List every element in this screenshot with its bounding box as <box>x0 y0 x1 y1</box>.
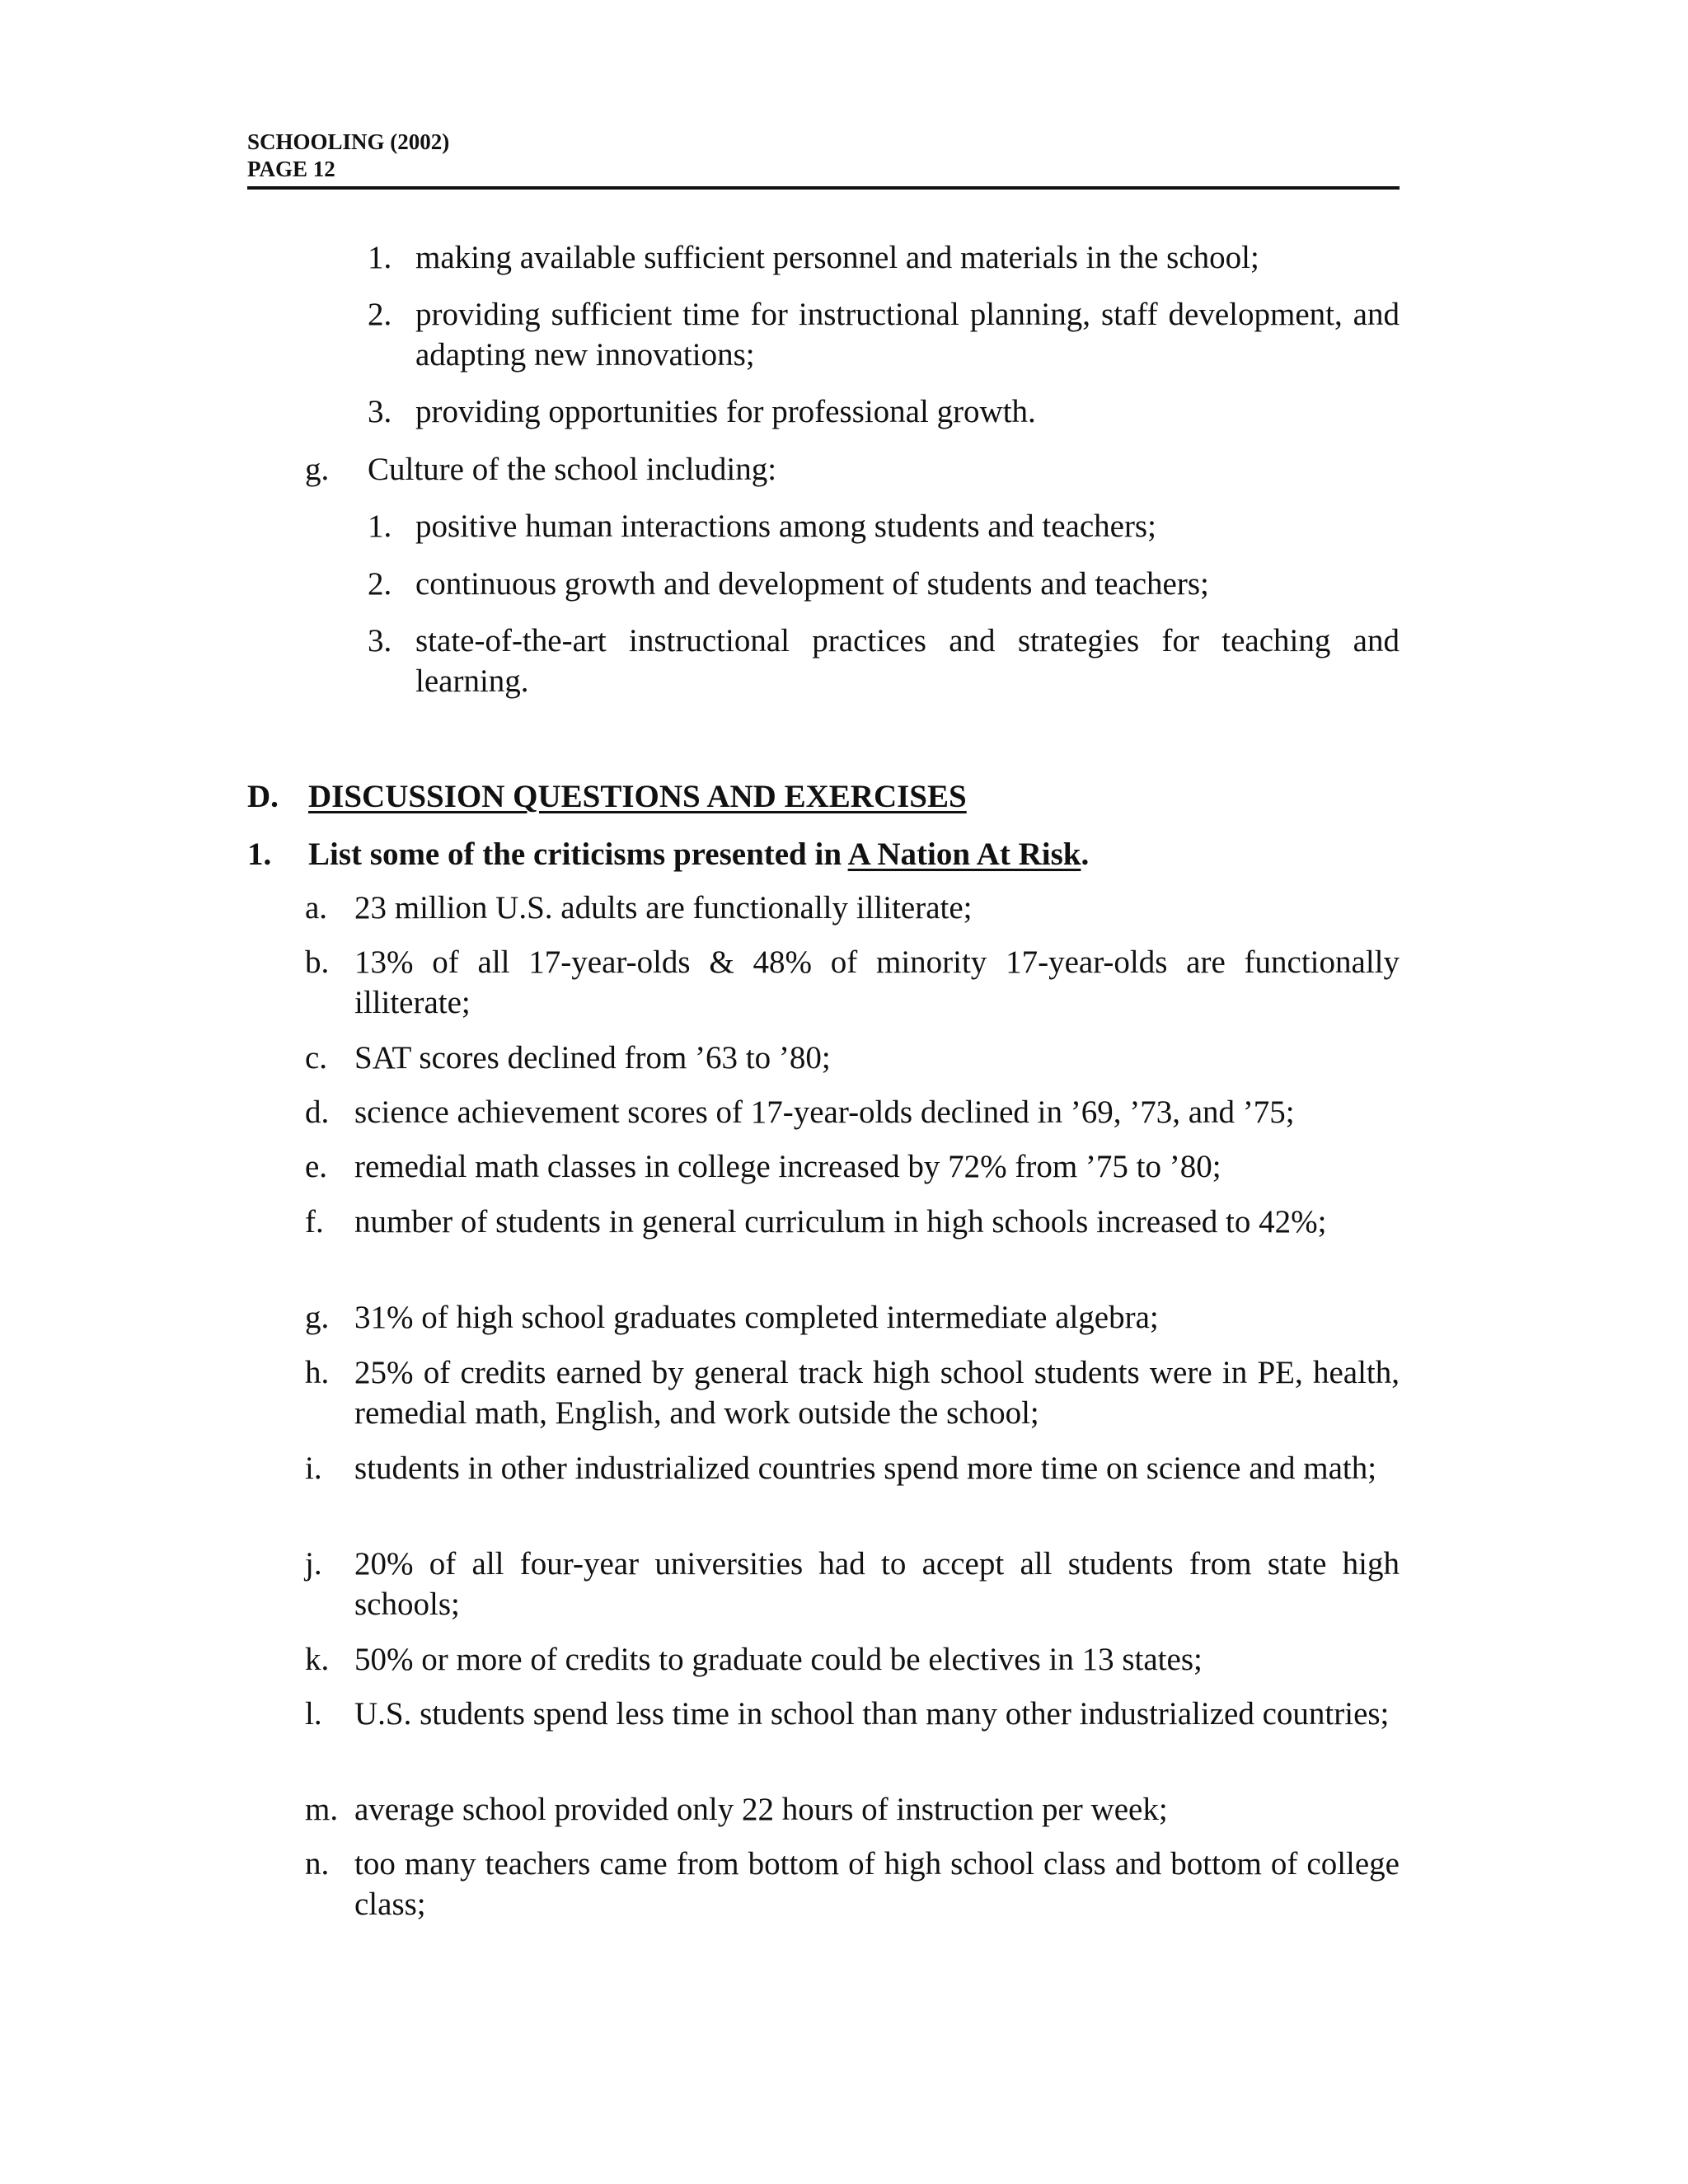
item-letter: a. <box>305 890 328 926</box>
item-text: 20% of all four-year universities had to accept all students from state high schools; <box>354 1546 1400 1622</box>
item-letter: d. <box>305 1094 330 1130</box>
lettered-item <box>305 1297 1400 1338</box>
item-text: number of students in general curriculum in high schools increased to 42%; <box>354 1204 1327 1240</box>
lettered-item <box>305 449 1400 490</box>
item-text: 50% or more of credits to graduate could be electives in 13 states; <box>354 1642 1203 1677</box>
list-item <box>368 237 1400 278</box>
list-item <box>368 506 1400 546</box>
lettered-item <box>305 1639 1400 1680</box>
section-title: DISCUSSION QUESTIONS AND EXERCISES <box>308 779 967 814</box>
lettered-item <box>305 1789 1400 1830</box>
lettered-item <box>305 1544 1400 1624</box>
question-text <box>308 834 1089 874</box>
header-title: SCHOOLING (2002) <box>247 129 450 154</box>
lettered-item <box>305 1092 1400 1132</box>
item-text: average school provided only 22 hours of instruction per week; <box>354 1792 1168 1827</box>
item-text: 31% of high school graduates completed intermediate algebra; <box>354 1300 1159 1335</box>
section-letter: D. <box>247 779 279 814</box>
lettered-item <box>305 1448 1400 1529</box>
item-number: 3. <box>368 623 392 658</box>
item-letter: g. <box>305 452 330 487</box>
item-letter: c. <box>305 1040 328 1076</box>
item-text: U.S. students spend less time in school than many other industrialized countries; <box>354 1696 1390 1732</box>
item-number: 1. <box>368 240 392 275</box>
question-number: 1. <box>247 837 272 872</box>
item-text: remedial math classes in college increased by 72% from ’75 to ’80; <box>354 1149 1221 1184</box>
item-text: 13% of all 17-year-olds & 48% of minority 17-year-olds are functionally illiterate; <box>354 944 1400 1020</box>
header-page-number: PAGE 12 <box>247 157 335 181</box>
question-text-end: . <box>1081 837 1090 872</box>
item-text: students in other industrialized countries spend more time on science and math; <box>354 1451 1377 1486</box>
item-letter: h. <box>305 1355 330 1390</box>
item-letter: f. <box>305 1204 324 1240</box>
lettered-item <box>305 1202 1400 1282</box>
book-title: A Nation At Risk <box>847 837 1081 872</box>
item-number: 3. <box>368 394 392 429</box>
lettered-item <box>305 1352 1400 1433</box>
item-text: continuous growth and development of students and teachers; <box>415 566 1209 602</box>
item-text: 23 million U.S. adults are functionally illiterate; <box>354 890 973 926</box>
item-letter: n. <box>305 1846 330 1882</box>
item-letter: k. <box>305 1642 330 1677</box>
item-letter: m. <box>305 1792 339 1827</box>
item-number: 1. <box>368 509 392 544</box>
lettered-item <box>305 1844 1400 1924</box>
lettered-item <box>305 1694 1400 1774</box>
item-text: making available sufficient personnel and materials in the school; <box>415 240 1259 275</box>
lettered-item <box>305 888 1400 928</box>
lettered-item <box>305 1146 1400 1187</box>
item-letter: g. <box>305 1300 330 1335</box>
item-letter: e. <box>305 1149 328 1184</box>
item-text: state-of-the-art instructional practices and strategies for teaching and learning. <box>415 623 1400 699</box>
list-item <box>368 391 1400 432</box>
question-text-start: List some of the criticisms presented in <box>308 837 848 872</box>
item-text: providing sufficient time for instructional planning, staff development, and adapting new innovations; <box>415 297 1400 373</box>
item-text: positive human interactions among students and teachers; <box>415 509 1156 544</box>
lettered-item <box>305 1038 1400 1078</box>
item-number: 2. <box>368 566 392 602</box>
lettered-item <box>305 942 1400 1023</box>
running-header <box>247 129 1401 183</box>
question-heading <box>247 834 1400 874</box>
item-text: Culture of the school including: <box>368 452 777 487</box>
item-letter: l. <box>305 1696 322 1732</box>
item-number: 2. <box>368 297 392 332</box>
item-letter: j. <box>305 1546 322 1582</box>
item-text: too many teachers came from bottom of high school class and bottom of college class; <box>354 1846 1400 1922</box>
item-text: science achievement scores of 17-year-olds declined in ’69, ’73, and ’75; <box>354 1094 1295 1130</box>
header-rule <box>247 186 1400 190</box>
item-letter: b. <box>305 944 330 980</box>
item-text: 25% of credits earned by general track high school students were in PE, health, remedial math, English, and work outside the school; <box>354 1355 1400 1431</box>
list-item <box>368 294 1400 375</box>
item-text: providing opportunities for professional growth. <box>415 394 1036 429</box>
list-item <box>368 564 1400 604</box>
item-text: SAT scores declined from ’63 to ’80; <box>354 1040 831 1076</box>
item-letter: i. <box>305 1451 322 1486</box>
list-item <box>368 621 1400 701</box>
section-heading <box>247 776 1400 817</box>
